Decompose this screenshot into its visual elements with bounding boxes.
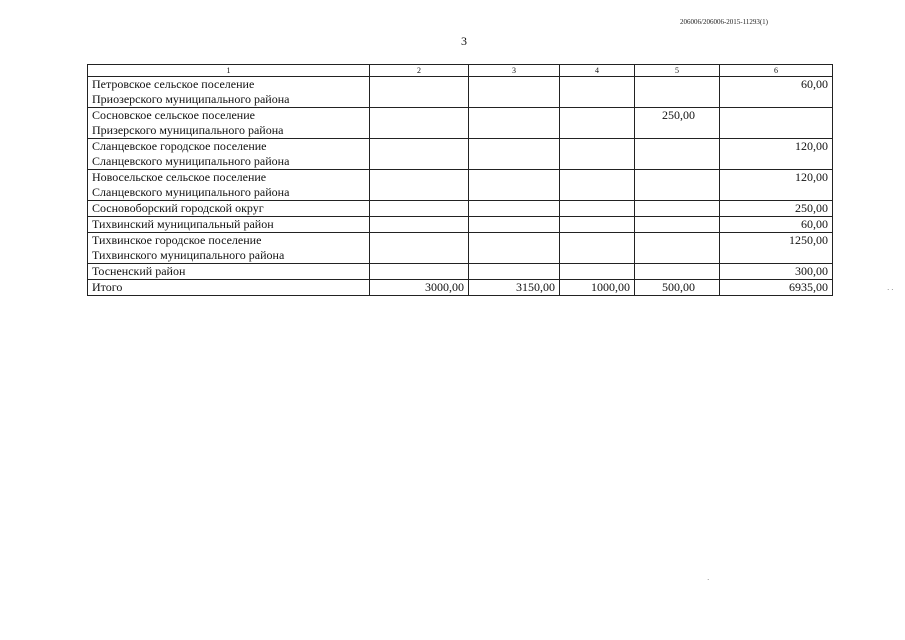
column-header-4: 4 — [560, 65, 635, 77]
row-name-cell — [88, 77, 370, 108]
cell-col3 — [469, 77, 560, 108]
cell-col4 — [560, 264, 635, 280]
row-name-cell — [88, 201, 370, 217]
total-row — [88, 280, 833, 296]
row-name-line1: Петровское сельское поселение — [92, 77, 255, 91]
cell-col2 — [370, 170, 469, 201]
cell-col2 — [370, 108, 469, 139]
column-header-3: 3 — [469, 65, 560, 77]
cell-col5: 250,00 — [635, 108, 720, 139]
cell-col4 — [560, 77, 635, 108]
table-row — [88, 201, 833, 217]
total-col3: 3150,00 — [469, 280, 560, 296]
cell-col6: 300,00 — [720, 264, 833, 280]
column-header-5: 5 — [635, 65, 720, 77]
table-row — [88, 170, 833, 201]
cell-col5 — [635, 77, 720, 108]
row-name-line2: Сланцевского муниципального района — [92, 154, 290, 168]
cell-col2 — [370, 217, 469, 233]
cell-col2 — [370, 139, 469, 170]
column-header-1: 1 — [88, 65, 370, 77]
cell-col6: 250,00 — [720, 201, 833, 217]
cell-col5 — [635, 233, 720, 264]
cell-col3 — [469, 217, 560, 233]
cell-col2 — [370, 77, 469, 108]
table-row — [88, 264, 833, 280]
cell-col2 — [370, 201, 469, 217]
total-col6: 6935,00 — [720, 280, 833, 296]
row-name-line2: Тихвинского муниципального района — [92, 248, 285, 262]
cell-col5 — [635, 217, 720, 233]
cell-col3 — [469, 233, 560, 264]
cell-col6 — [720, 108, 833, 139]
cell-col5 — [635, 264, 720, 280]
column-header-6: 6 — [720, 65, 833, 77]
row-name-line1: Тихвинский муниципальный район — [92, 217, 274, 231]
cell-col3 — [469, 170, 560, 201]
row-name-line2: Призерского муниципального района — [92, 123, 284, 137]
row-name-line1: Сосновоборский городской округ — [92, 201, 264, 215]
cell-col4 — [560, 170, 635, 201]
row-name-cell — [88, 170, 370, 201]
table-row — [88, 139, 833, 170]
page-number: 3 — [461, 34, 467, 48]
row-name-line2: Приозерского муниципального района — [92, 92, 290, 106]
total-col4: 1000,00 — [560, 280, 635, 296]
table-row — [88, 77, 833, 108]
cell-col4 — [560, 233, 635, 264]
cell-col4 — [560, 217, 635, 233]
row-name-cell — [88, 217, 370, 233]
row-name-line1: Тосненский район — [92, 264, 186, 278]
cell-col3 — [469, 264, 560, 280]
document-id: 206006/206006-2015-11293(1) — [680, 18, 769, 26]
total-col5: 500,00 — [635, 280, 720, 296]
cell-col6: 60,00 — [720, 77, 833, 108]
scan-speck: · — [707, 576, 710, 584]
data-table — [87, 64, 833, 296]
column-header-2: 2 — [370, 65, 469, 77]
cell-col5 — [635, 139, 720, 170]
cell-col2 — [370, 264, 469, 280]
cell-col3 — [469, 139, 560, 170]
total-label: Итого — [88, 280, 370, 296]
cell-col6: 1250,00 — [720, 233, 833, 264]
cell-col3 — [469, 108, 560, 139]
row-name-cell — [88, 233, 370, 264]
row-name-line2: Сланцевского муниципального района — [92, 185, 290, 199]
cell-col5 — [635, 201, 720, 217]
row-name-cell — [88, 108, 370, 139]
row-name-line1: Сланцевское городское поселение — [92, 139, 267, 153]
table-header-row — [88, 65, 833, 77]
table-row — [88, 108, 833, 139]
cell-col3 — [469, 201, 560, 217]
row-name-line1: Сосновское сельское поселение — [92, 108, 255, 122]
row-name-line1: Тихвинское городское поселение — [92, 233, 262, 247]
cell-col5 — [635, 170, 720, 201]
cell-col6: 120,00 — [720, 139, 833, 170]
row-name-cell — [88, 139, 370, 170]
table-row — [88, 233, 833, 264]
cell-col6: 60,00 — [720, 217, 833, 233]
scan-speck: · · — [887, 286, 894, 294]
row-name-cell — [88, 264, 370, 280]
cell-col4 — [560, 139, 635, 170]
table-row — [88, 217, 833, 233]
cell-col4 — [560, 108, 635, 139]
cell-col4 — [560, 201, 635, 217]
cell-col6: 120,00 — [720, 170, 833, 201]
total-col2: 3000,00 — [370, 280, 469, 296]
cell-col2 — [370, 233, 469, 264]
row-name-line1: Новосельское сельское поселение — [92, 170, 267, 184]
